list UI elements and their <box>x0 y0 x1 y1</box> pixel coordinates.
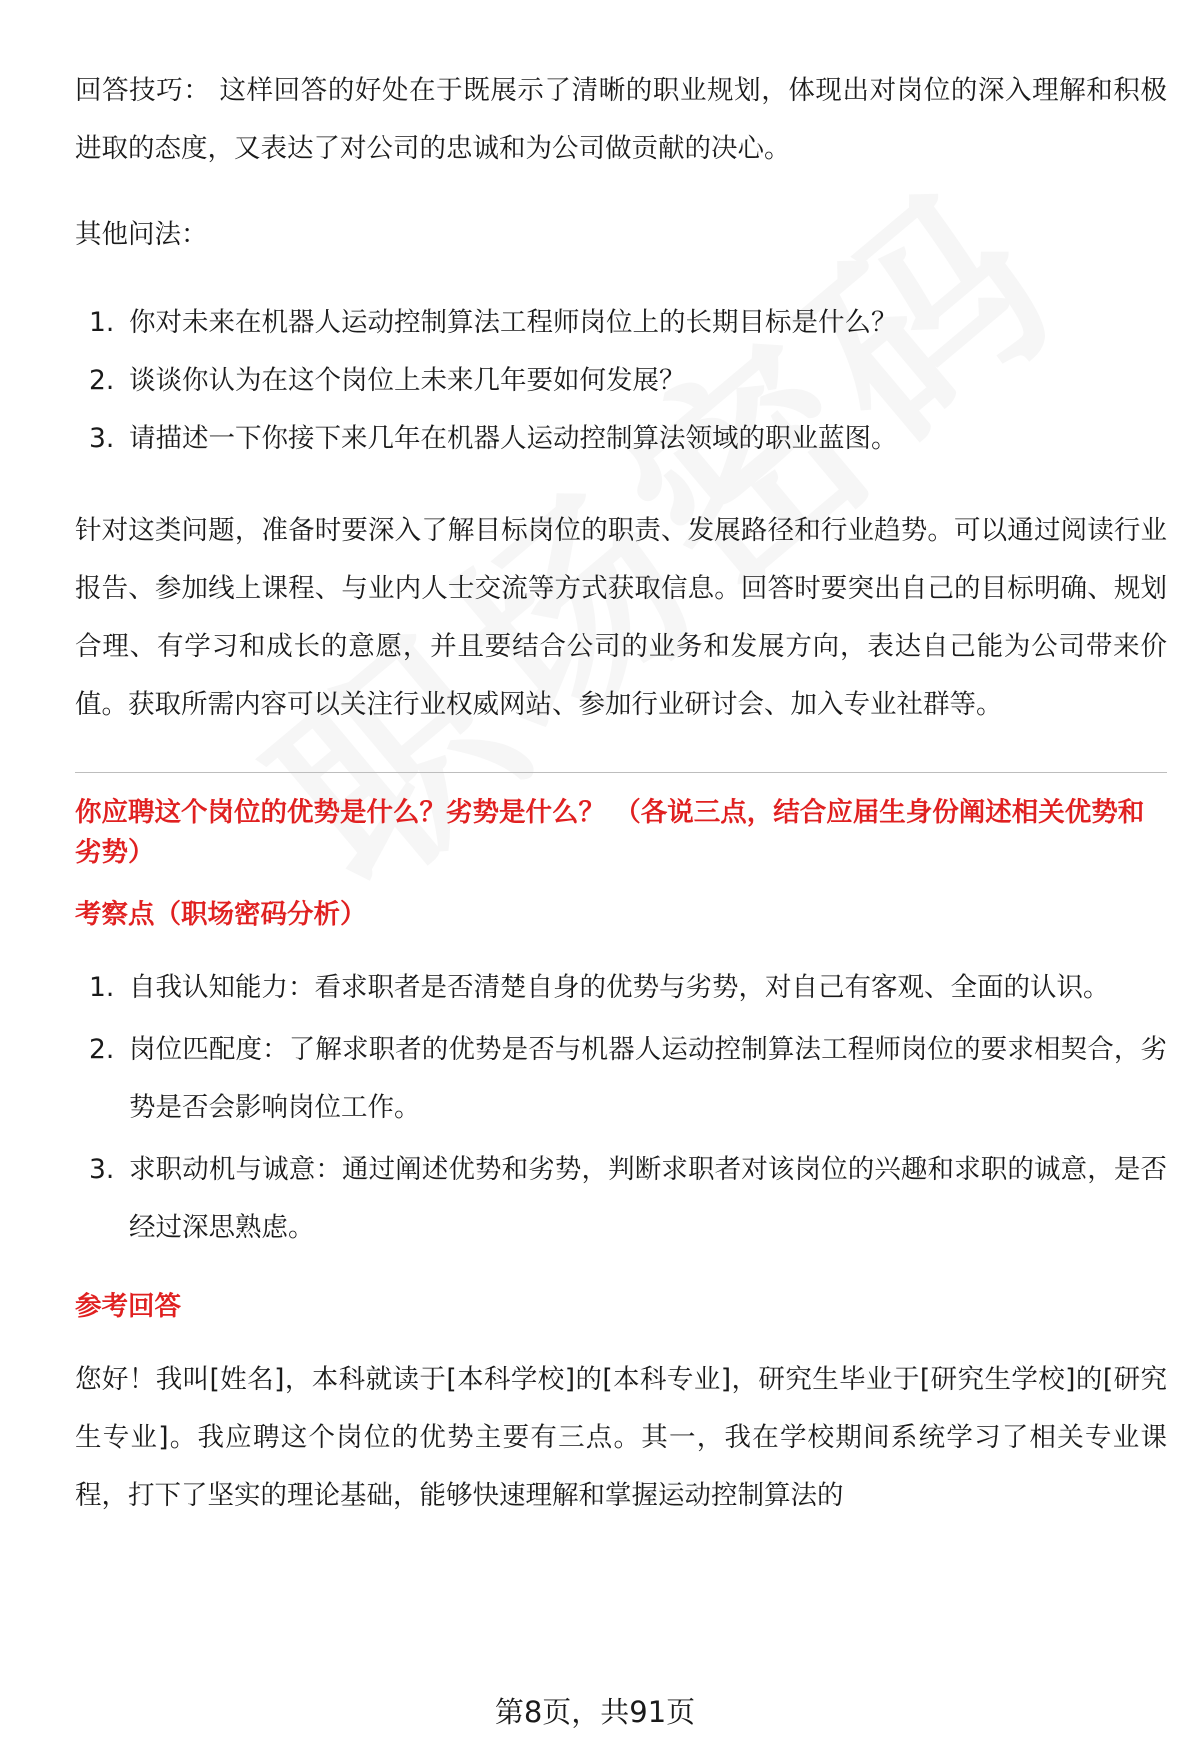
reference-answer-paragraph: 您好！我叫[姓名]，本科就读于[本科学校]的[本科专业]，研究生毕业于[研究生学校]的[研究生专业]。我应聘这个岗位的优势主要有三点。其一，我在学校期间系统学习了相关专业课程，打下了坚实的理论基础，能够快速理解和掌握运动控制算法的 <box>75 1364 1167 1511</box>
page-content <box>75 62 1167 1525</box>
list-item <box>75 352 1167 410</box>
list-item-number: 3. <box>89 1154 115 1185</box>
list-item-text: 谈谈你认为在这个岗位上未来几年要如何发展？ <box>129 365 686 396</box>
other-questions-label: 其他问法： <box>75 219 208 250</box>
page-number: 第8页，共91页 <box>494 1695 696 1729</box>
list-item <box>75 1021 1167 1137</box>
list-item-text: 自我认知能力：看求职者是否清楚自身的优势与劣势，对自己有客观、全面的认识。 <box>129 972 1110 1003</box>
section-divider <box>75 772 1167 773</box>
reference-answer-heading: 参考回答 <box>75 1291 181 1322</box>
list-item <box>75 294 1167 352</box>
answer-tip-paragraph: 回答技巧： 这样回答的好处在于既展示了清晰的职业规划，体现出对岗位的深入理解和积极进取的态度，又表达了对公司的忠诚和为公司做贡献的决心。 <box>75 75 1167 164</box>
list-item-text: 岗位匹配度：了解求职者的优势是否与机器人运动控制算法工程师岗位的要求相契合，劣势是否会影响岗位工作。 <box>129 1034 1167 1123</box>
question-heading: 你应聘这个岗位的优势是什么？劣势是什么？ （各说三点，结合应届生身份阐述相关优势和劣势） <box>75 797 1145 868</box>
list-item-text: 求职动机与诚意：通过阐述优势和劣势，判断求职者对该岗位的兴趣和求职的诚意，是否经过深思熟虑。 <box>129 1154 1167 1243</box>
focus-points-heading: 考察点（职场密码分析） <box>75 899 367 930</box>
list-item <box>75 410 1167 468</box>
list-item-text: 你对未来在机器人运动控制算法工程师岗位上的长期目标是什么？ <box>129 307 898 338</box>
list-item-number: 2. <box>89 365 115 396</box>
list-item-number: 3. <box>89 423 115 454</box>
list-item <box>75 1141 1167 1257</box>
list-item-number: 1. <box>89 307 115 338</box>
other-questions-list <box>75 294 1167 468</box>
list-item-number: 2. <box>89 1034 115 1065</box>
list-item-number: 1. <box>89 972 115 1003</box>
preparation-advice-paragraph: 针对这类问题，准备时要深入了解目标岗位的职责、发展路径和行业趋势。可以通过阅读行业报告、参加线上课程、与业内人士交流等方式获取信息。回答时要突出自己的目标明确、规划合理、有学习和成长的意愿，并且要结合公司的业务和发展方向，表达自己能为公司带来价值。获取所需内容可以关注行业权威网站、参加行业研讨会、加入专业社群等。 <box>75 515 1167 720</box>
list-item-text: 请描述一下你接下来几年在机器人运动控制算法领域的职业蓝图。 <box>129 423 898 454</box>
list-item <box>75 959 1167 1017</box>
focus-points-list <box>75 959 1167 1257</box>
